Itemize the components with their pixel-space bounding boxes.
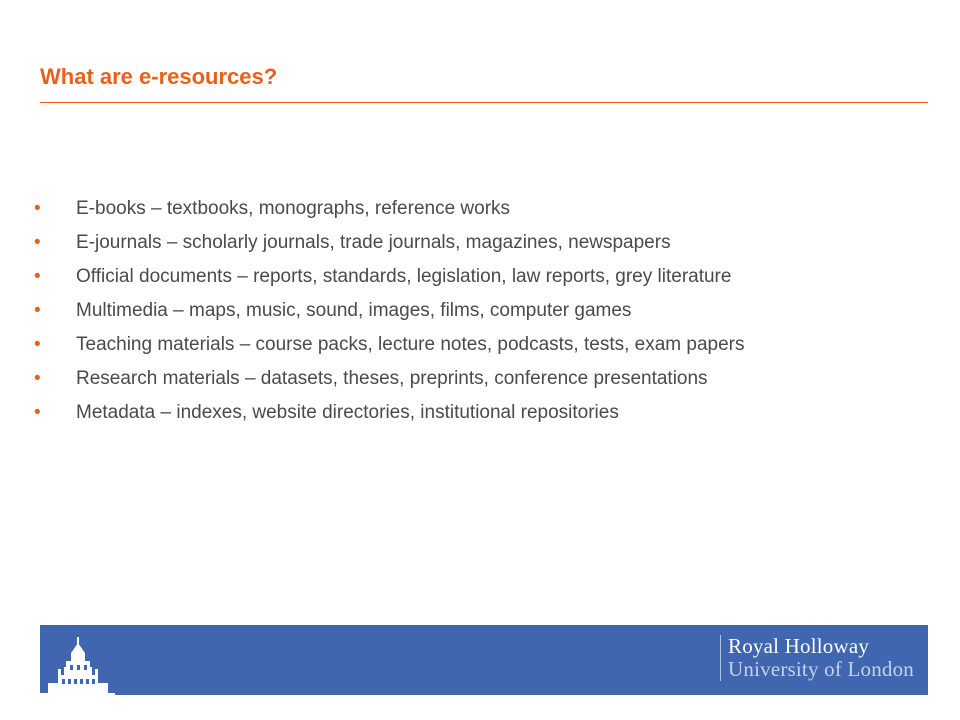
bullet-item xyxy=(34,230,894,256)
logo-line-2: University of London xyxy=(728,657,914,681)
footer-band xyxy=(40,625,928,695)
bullet-marker: • xyxy=(34,368,41,389)
logo-divider xyxy=(720,635,721,681)
bullet-text: Research materials – datasets, theses, preprints, conference presentations xyxy=(76,368,708,389)
bullet-text: E-journals – scholarly journals, trade journals, magazines, newspapers xyxy=(76,232,671,253)
bullet-text: Teaching materials – course packs, lecture notes, podcasts, tests, exam papers xyxy=(76,334,745,355)
bullet-item xyxy=(34,196,894,222)
building-skyline-icon xyxy=(40,625,120,695)
bullet-marker: • xyxy=(34,266,41,287)
bullet-text: E-books – textbooks, monographs, reference works xyxy=(76,198,511,219)
bullet-text: Metadata – indexes, website directories, institutional repositories xyxy=(76,402,619,423)
bullet-item xyxy=(34,400,894,426)
bullet-marker: • xyxy=(34,198,41,219)
bullet-text: Official documents – reports, standards, legislation, law reports, grey literature xyxy=(76,266,732,287)
bullet-marker: • xyxy=(34,402,41,423)
slide-title: What are e-resources? xyxy=(40,64,278,89)
bullet-marker: • xyxy=(34,334,41,355)
title-divider xyxy=(40,102,928,103)
royal-holloway-logo xyxy=(728,635,914,680)
bullet-list xyxy=(34,196,894,434)
bullet-text: Multimedia – maps, music, sound, images, films, computer games xyxy=(76,300,632,321)
bullet-item xyxy=(34,298,894,324)
bullet-marker: • xyxy=(34,300,41,321)
bullet-item xyxy=(34,264,894,290)
bullet-item xyxy=(34,332,894,358)
bullet-item xyxy=(34,366,894,392)
logo-line-1: Royal Holloway xyxy=(728,634,870,658)
bullet-marker: • xyxy=(34,232,41,253)
